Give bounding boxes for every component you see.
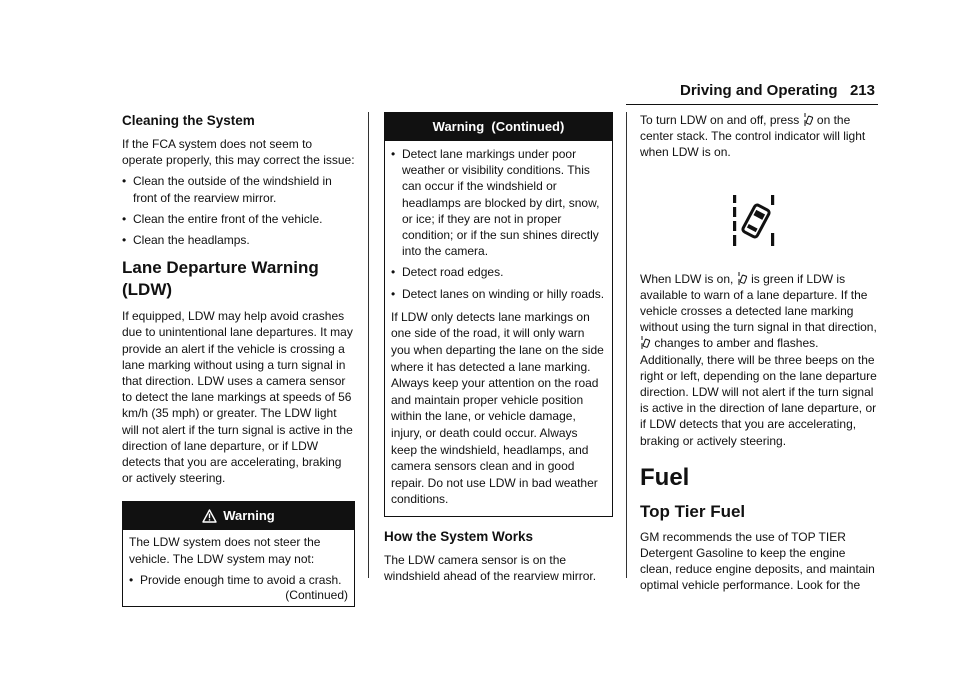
column-divider-left <box>368 112 369 578</box>
warning-box-continued <box>384 112 613 517</box>
lane-departure-icon <box>737 271 748 286</box>
column-1 <box>122 112 355 607</box>
header-rule <box>626 104 878 105</box>
warning-body <box>123 530 354 606</box>
ldw-indicator-figure <box>727 193 781 249</box>
page-number: 213 <box>849 82 875 99</box>
how-it-works-body: The LDW camera sensor is on the windshield ahead of the rearview mirror. <box>384 552 597 584</box>
cleaning-heading: Cleaning the System <box>122 113 255 128</box>
list-item: • Provide enough time to avoid a crash. <box>129 572 348 588</box>
list-item: • Detect lanes on winding or hilly roads. <box>391 286 606 302</box>
lane-departure-icon <box>727 193 781 249</box>
list-item: • Clean the entire front of the vehicle. <box>122 211 355 227</box>
toggle-text-start: To turn LDW on and off, press <box>640 113 800 127</box>
ldw-heading: Lane Departure Warning (LDW) <box>122 258 319 300</box>
list-item: • Detect lane markings under poor weather or visibility conditions. This can occur if the windshield or headlamps are blocked by dirt, snow, or ice; if they are not in proper condition; or if the sun shines directly into the camera. <box>391 146 606 259</box>
top-tier-heading: Top Tier Fuel <box>640 501 746 521</box>
warning-triangle-icon <box>202 509 217 523</box>
warning-title-bar <box>123 502 354 530</box>
warning-box <box>122 501 355 607</box>
continued-label: (Continued) <box>285 588 348 603</box>
status-text-middle: is green if LDW is available to warn of a lane departure. If the vehicle crosses a detected lane marking without using the turn signal in that direction, <box>640 271 877 335</box>
list-item: • Clean the headlamps. <box>122 232 355 248</box>
top-tier-body: GM recommends the use of TOP TIER Detergent Gasoline to keep the engine clean, reduce engine deposits, and maintain optimal vehicle performance. Look for the <box>640 529 875 593</box>
warning-continued-list <box>391 146 606 302</box>
column-2 <box>384 112 613 584</box>
warning-list <box>129 572 348 588</box>
fuel-heading: Fuel <box>640 463 690 491</box>
ldw-body: If equipped, LDW may help avoid crashes due to unintentional lane departures. It may provide an alert if the vehicle is crossing a lane marking without using a turn signal in that direction. LDW uses a camera sensor to detect the lane markings at speeds of 56 km/h (35 mph) or greater. The LDW light will not alert if the turn signal is active in the direction of lane departure, or if LDW detects that you are accelerating, braking or actively steering. <box>122 309 353 486</box>
cleaning-intro: If the FCA system does not seem to operate properly, this may correct the issue: <box>122 137 355 168</box>
warning-continued-body <box>385 141 612 516</box>
warning-title: Warning <box>223 508 275 524</box>
column-divider-right <box>626 112 627 578</box>
list-item: • Clean the outside of the windshield in front of the rearview mirror. <box>122 173 355 205</box>
toggle-text-end: on the center stack. The control indicator will light when LDW is on. <box>640 113 866 160</box>
ldw-status-text <box>640 271 880 449</box>
warning-continued-text: If LDW only detects lane markings on one side of the road, it will only warn you when departing the lane on the side where it has detected a lane marking. Always keep your attention on the road and maintain proper vehicle position within the lane, or vehicle damage, injury, or death could occur. Always keep the windshield, headlamps, and camera sensors clean and in good repair. Do not use LDW in bad weather conditions. <box>391 309 604 507</box>
status-text-end: changes to amber and flashes. Additionally, there will be three beeps on the right or left, depending on the lane departure direction. LDW will not alert if the turn signal is active in the direction of lane departure, or if LDW detects that you are accelerating, braking or actively steering. <box>640 336 877 448</box>
lane-departure-icon <box>803 112 814 127</box>
page-header <box>680 82 875 104</box>
cleaning-list <box>122 173 355 248</box>
warning-text: The LDW system does not steer the vehicle. The LDW system may not: <box>129 535 321 566</box>
how-it-works-heading: How the System Works <box>384 528 534 544</box>
warning-continued-title-bar <box>385 113 612 141</box>
section-title: Driving and Operating <box>680 82 838 99</box>
status-text-start: When LDW is on, <box>640 271 734 286</box>
list-item: • Detect road edges. <box>391 264 606 280</box>
column-3 <box>640 112 880 594</box>
ldw-toggle-text <box>640 112 880 161</box>
warning-continued-title: Warning (Continued) <box>432 119 565 134</box>
lane-departure-icon <box>640 335 651 350</box>
